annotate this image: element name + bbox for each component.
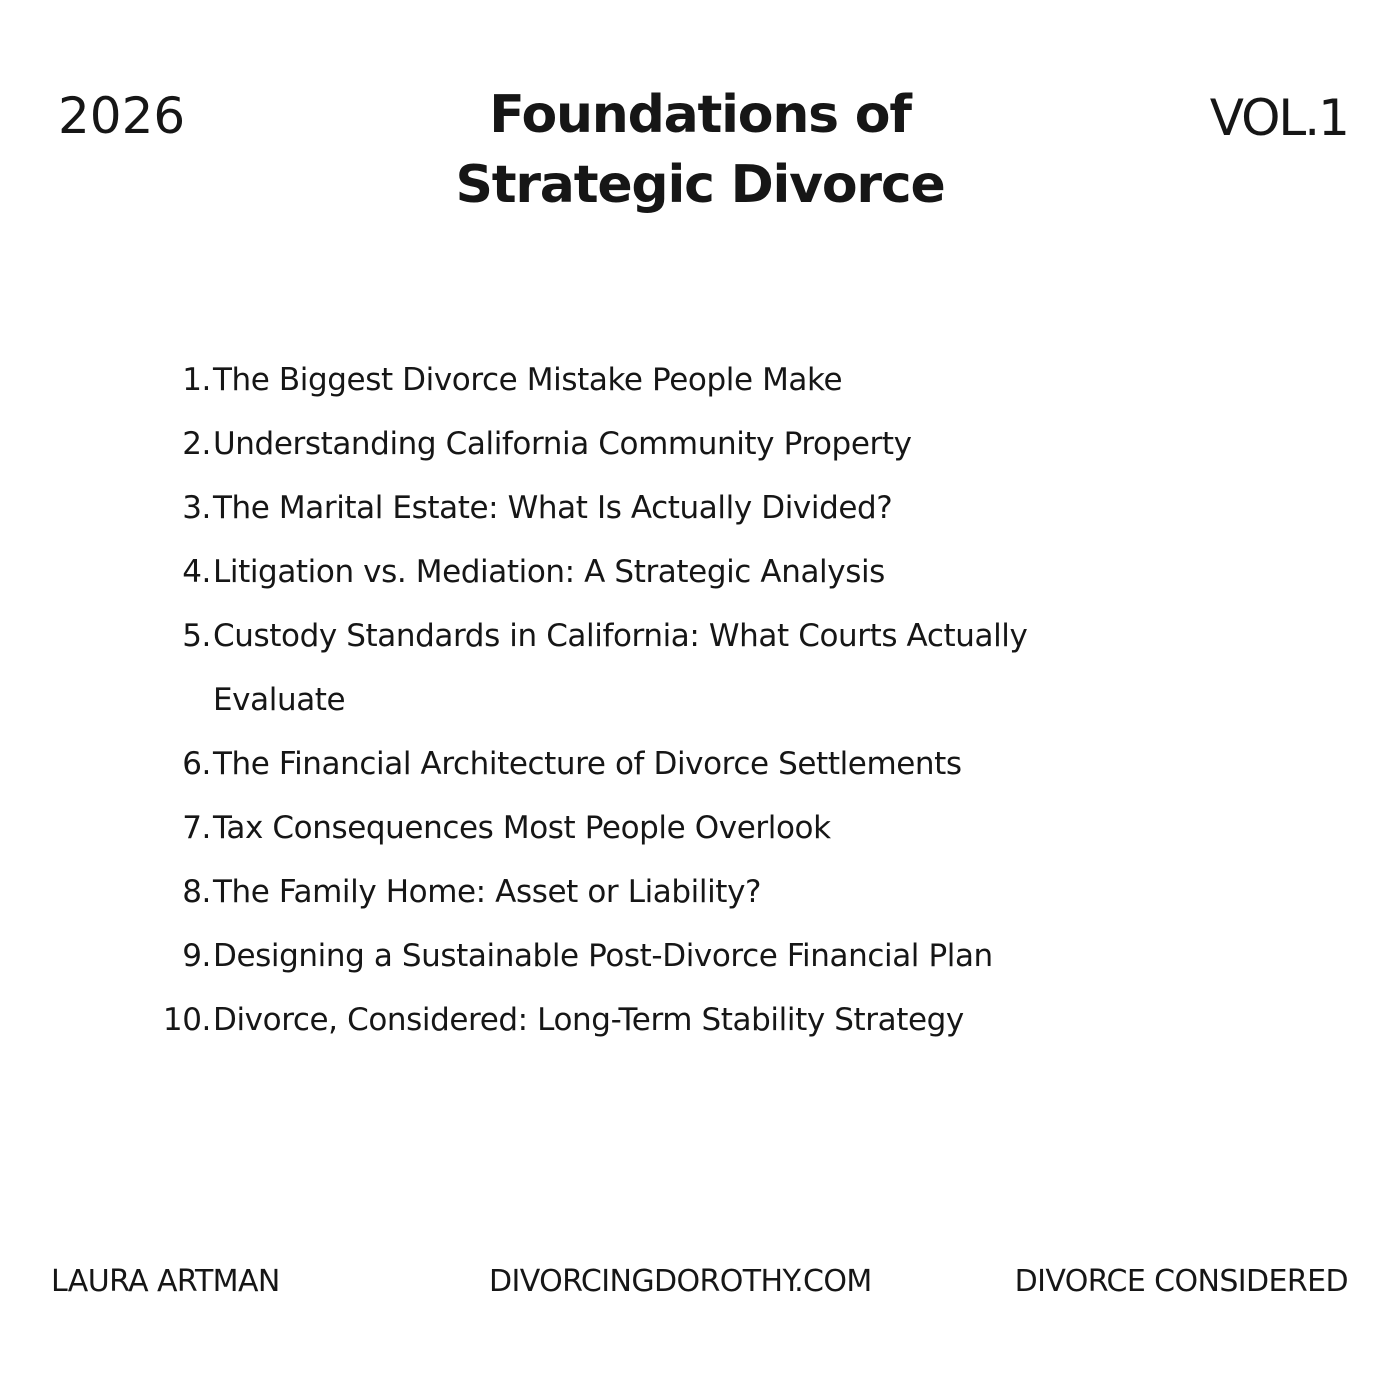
toc-number: 7. — [182, 810, 211, 846]
table-of-contents — [0, 348, 1400, 1052]
toc-title: The Family Home: Asset or Liability? — [213, 874, 762, 910]
toc-title: Designing a Sustainable Post-Divorce Financial Plan — [213, 938, 993, 974]
toc-title: The Financial Architecture of Divorce Settlements — [213, 746, 962, 782]
toc-item-5 — [0, 604, 1400, 732]
toc-title: Understanding California Community Property — [213, 426, 912, 462]
toc-title: Divorce, Considered: Long-Term Stability Strategy — [213, 1002, 964, 1038]
toc-item-2 — [0, 412, 1400, 476]
toc-item-1 — [0, 348, 1400, 412]
toc-item-6 — [0, 732, 1400, 796]
toc-number: 3. — [182, 490, 211, 526]
toc-title: Tax Consequences Most People Overlook — [213, 810, 831, 846]
toc-number: 6. — [182, 746, 211, 782]
toc-number: 1. — [182, 362, 211, 398]
document-title — [0, 80, 1400, 220]
toc-title: Custody Standards in California: What Courts Actually Evaluate — [213, 618, 1028, 718]
toc-item-9 — [0, 924, 1400, 988]
toc-title: The Biggest Divorce Mistake People Make — [213, 362, 843, 398]
toc-number: 9. — [182, 938, 211, 974]
title-line-1: Foundations of — [489, 85, 911, 145]
series-name: DIVORCE CONSIDERED — [1014, 1264, 1348, 1299]
toc-number: 10. — [162, 1002, 211, 1038]
volume-label: VOL.1 — [1209, 89, 1348, 147]
toc-title: The Marital Estate: What Is Actually Divided? — [213, 490, 893, 526]
year-label: 2026 — [58, 87, 186, 145]
toc-item-7 — [0, 796, 1400, 860]
toc-number: 5. — [182, 618, 211, 654]
toc-number: 4. — [182, 554, 211, 590]
toc-number: 2. — [182, 426, 211, 462]
author-name: LAURA ARTMAN — [51, 1264, 280, 1299]
toc-item-10 — [0, 988, 1400, 1052]
title-line-2: Strategic Divorce — [455, 155, 945, 215]
toc-title: Litigation vs. Mediation: A Strategic Analysis — [213, 554, 885, 590]
toc-item-3 — [0, 476, 1400, 540]
website-url: DIVORCINGDOROTHY.COM — [489, 1264, 872, 1299]
toc-number: 8. — [182, 874, 211, 910]
toc-item-8 — [0, 860, 1400, 924]
toc-item-4 — [0, 540, 1400, 604]
